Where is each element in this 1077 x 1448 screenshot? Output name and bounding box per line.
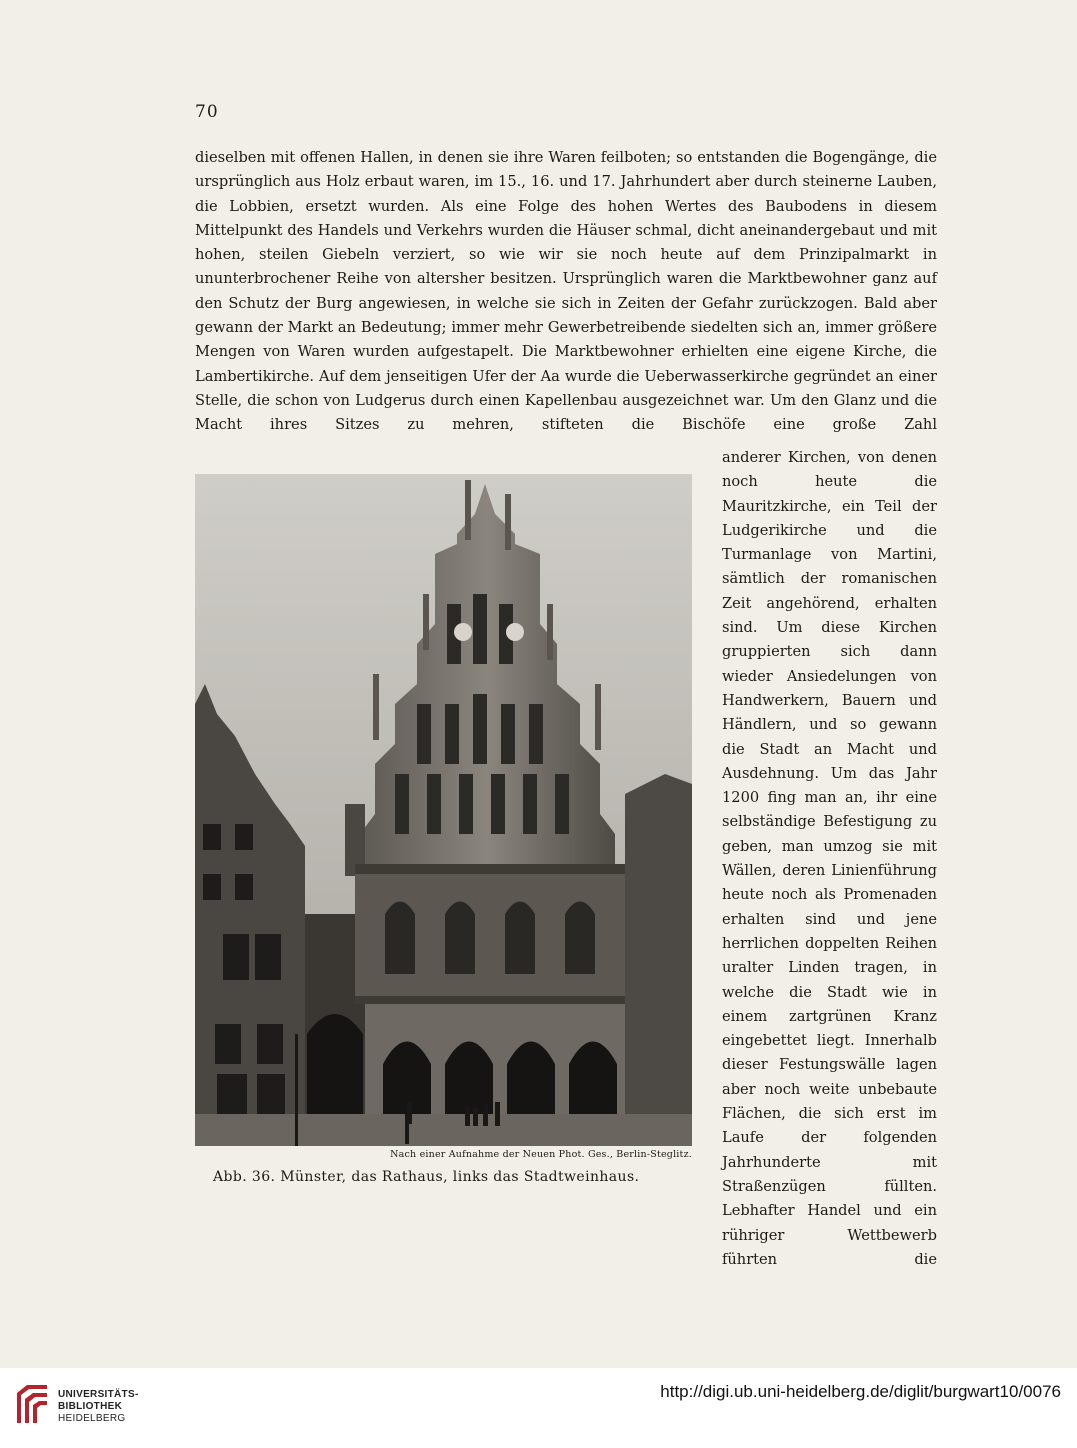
town-hall-photograph [195, 474, 692, 1146]
digitization-footer [0, 1368, 1077, 1448]
library-name-line-3: HEIDELBERG [58, 1413, 126, 1424]
photo-credit: Nach einer Aufnahme der Neuen Phot. Ges., Berlin-Steglitz. [390, 1149, 692, 1160]
university-library-logo-icon [13, 1383, 51, 1425]
body-paragraph-full-width: dieselben mit offenen Hallen, in denen sie ihre Waren feilboten; so entstanden die Bogengänge, die ursprünglich aus Holz erbaut waren, im 15., 16. und 17. Jahrhundert aber durch steinerne Lauben, die Lobbien, ersetzt wurden. Als eine Folge des hohen Wertes des Baubodens in diesem Mittelpunkt des Handels und Verkehrs wurden die Häuser schmal, dicht aneinandergebaut und mit hohen, steilen Giebeln verziert, so wie wir sie noch heute auf dem Prinzipalmarkt in ununterbrochener Reihe von altersher besitzen. Ursprünglich waren die Marktbewohner ganz auf den Schutz der Burg angewiesen, in welche sie sich in Zeiten der Gefahr zurückzogen. Bald aber gewann der Markt an Bedeutung; immer mehr Gewerbetreibende siedelten sich an, immer größere Mengen von Waren wurden aufgestapelt. Die Marktbewohner erhielten eine eigene Kirche, die Lambertikirche. Auf dem jenseitigen Ufer der Aa wurde die Ueberwasserkirche gegründet an einer Stelle, die schon von Ludgerus durch einen Kapellenbau ausgezeichnet war. Um den Glanz und die Macht ihres Sitzes zu mehren, stifteten die Bischöfe eine große Zahl [195, 149, 937, 434]
page-number: 70 [195, 102, 219, 122]
library-name-line-1: UNIVERSITÄTS- [58, 1389, 139, 1400]
library-name-line-2: BIBLIOTHEK [58, 1401, 123, 1412]
library-name [58, 1389, 139, 1425]
body-paragraph-side-column: anderer Kirchen, von denen noch heute die Mauritzkirche, ein Teil der Ludgerikirche und die Turmanlage von Martini, sämtlich der romanischen Zeit angehörend, erhalten sind. Um diese Kirchen gruppierten sich dann wieder Ansiedelungen von Handwerkern, Bauern und Händlern, und so gewann die Stadt an Macht und Ausdehnung. Um das Jahr 1200 fing man an, ihr eine selbständige Befestigung zu geben, man umzog sie mit Wällen, deren Linienführung heute noch als Promenaden erhalten sind und jene herrlichen doppelten Reihen uralter Linden tragen, in welche die Stadt wie in einem zartgrünen Kranz eingebettet liegt. Innerhalb dieser Festungswälle lagen aber noch weite unbebaute Flächen, die sich erst im Laufe der folgenden Jahrhunderte mit Straßenzügen füllten. Lebhafter Handel und ein rühriger Wettbewerb führten die [722, 449, 937, 1268]
figure-caption: Abb. 36. Münster, das Rathaus, links das Stadtweinhaus. [213, 1169, 640, 1185]
source-url-link[interactable]: http://digi.ub.uni-heidelberg.de/diglit/burgwart10/0076 [660, 1382, 1061, 1401]
photo-illustration [195, 474, 692, 1146]
